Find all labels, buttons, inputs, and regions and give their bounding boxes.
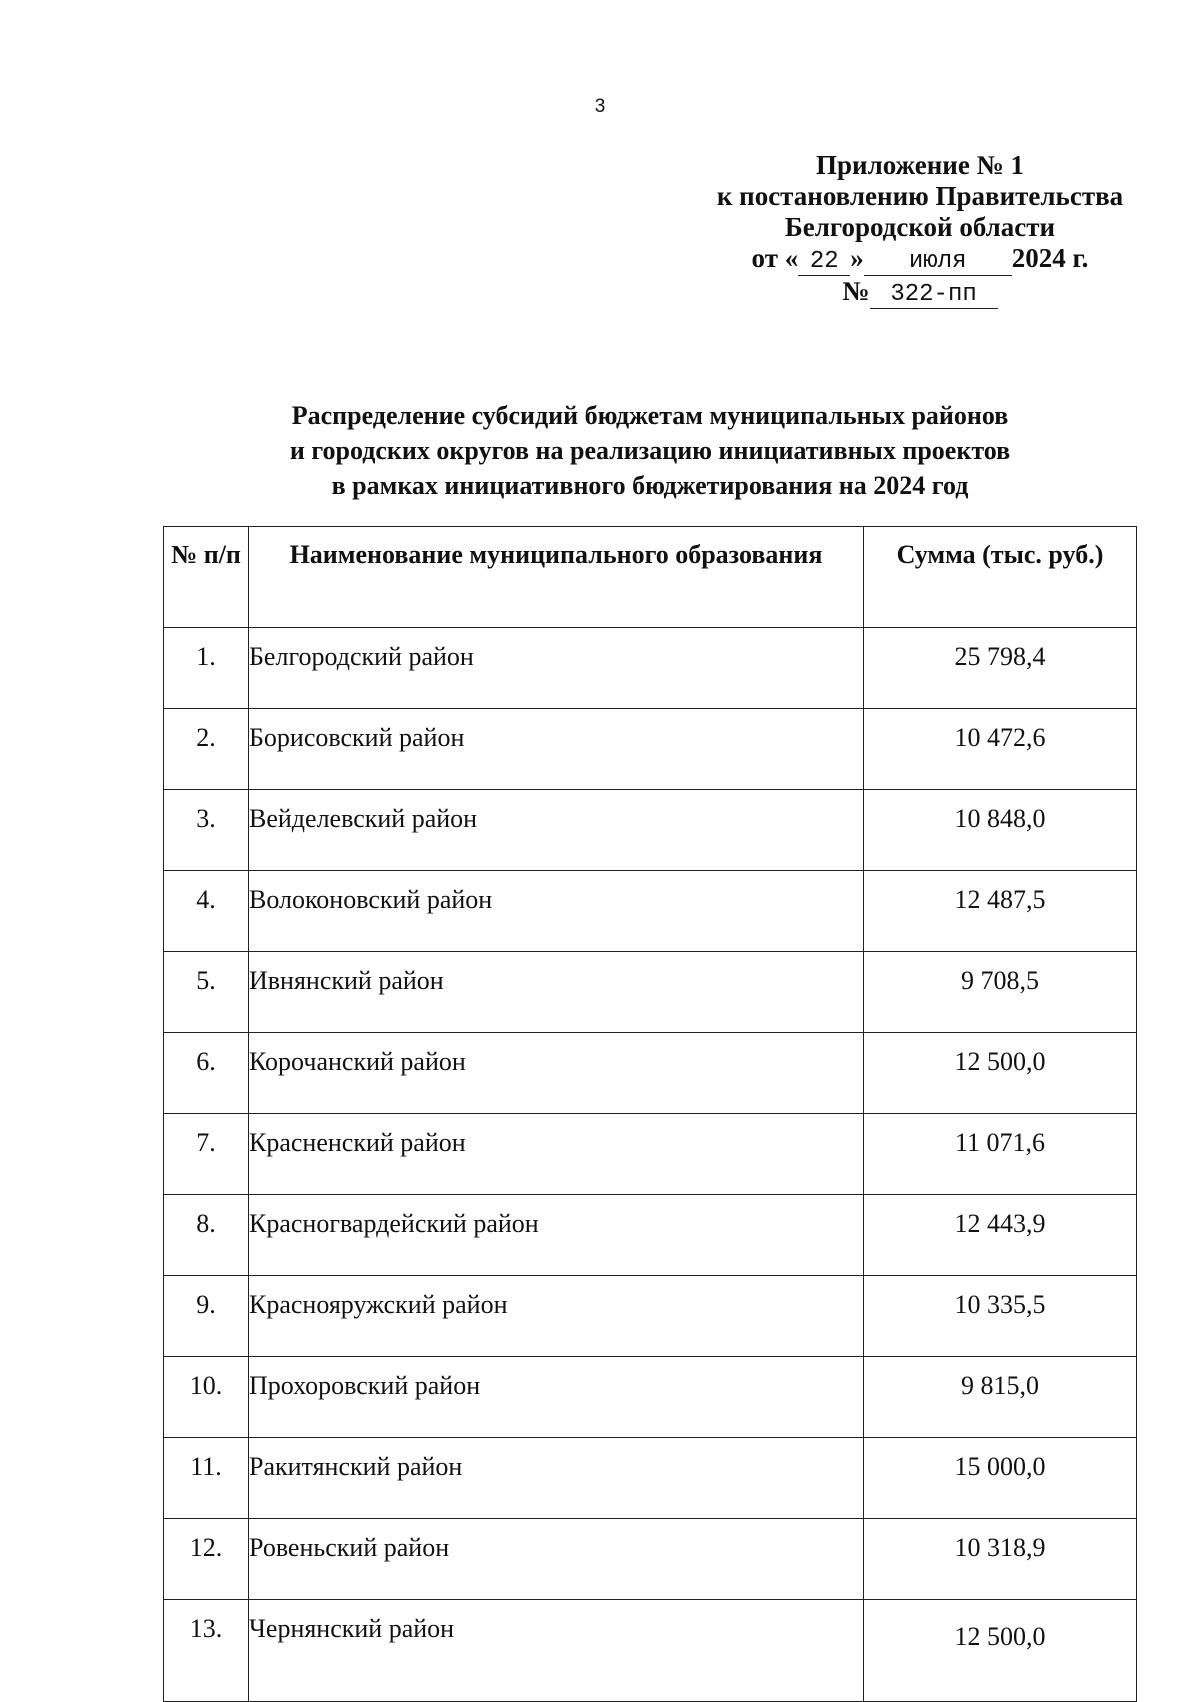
header-sum: Сумма (тыс. руб.) [864, 527, 1137, 628]
appendix-resolution-line: к постановлению Правительства [716, 181, 1124, 211]
table-row [164, 1033, 1137, 1114]
table-header-row [164, 527, 1137, 628]
date-day-field: 22 [798, 249, 850, 276]
appendix-number-line [680, 276, 1160, 309]
row-sum: 12 500,0 [864, 1033, 1137, 1114]
date-year: 2024 г. [1011, 243, 1089, 273]
subsidies-table [163, 526, 1137, 1702]
row-municipality: Ивнянский район [249, 952, 864, 1033]
row-sum: 11 071,6 [864, 1114, 1137, 1195]
appendix-region-line: Белгородской области [784, 212, 1056, 242]
row-sum: 25 798,4 [864, 628, 1137, 709]
document-number-field: 322-пп [870, 282, 998, 309]
table-row [164, 709, 1137, 790]
table-body [164, 628, 1137, 1702]
table-row [164, 790, 1137, 871]
row-sum: 12 443,9 [864, 1195, 1137, 1276]
row-sum: 9 708,5 [864, 952, 1137, 1033]
date-mid: » [850, 243, 864, 273]
row-number: 12. [164, 1519, 249, 1600]
document-title-line-2: и городских округов на реализацию инициативных проектов [289, 436, 1011, 465]
row-municipality: Борисовский район [249, 709, 864, 790]
row-municipality: Белгородский район [249, 628, 864, 709]
row-sum: 10 472,6 [864, 709, 1137, 790]
row-municipality: Волоконовский район [249, 871, 864, 952]
row-sum: 10 848,0 [864, 790, 1137, 871]
appendix-title: Приложение № 1 [816, 150, 1024, 180]
header-municipality: Наименование муниципального образования [249, 527, 864, 628]
table-row [164, 952, 1137, 1033]
row-sum: 9 815,0 [864, 1357, 1137, 1438]
number-prefix: № [842, 276, 870, 306]
appendix-header [680, 150, 1160, 309]
row-number: 3. [164, 790, 249, 871]
table-row [164, 1114, 1137, 1195]
table-row [164, 1600, 1137, 1702]
table-row [164, 628, 1137, 709]
header-number: № п/п [164, 527, 249, 628]
date-prefix: от « [751, 243, 799, 273]
appendix-date-line [680, 243, 1160, 276]
table-row [164, 1357, 1137, 1438]
row-municipality: Ровеньский район [249, 1519, 864, 1600]
row-number: 6. [164, 1033, 249, 1114]
row-number: 7. [164, 1114, 249, 1195]
row-number: 10. [164, 1357, 249, 1438]
row-number: 2. [164, 709, 249, 790]
row-sum: 12 487,5 [864, 871, 1137, 952]
row-municipality: Вейделевский район [249, 790, 864, 871]
row-municipality: Краснояружский район [249, 1276, 864, 1357]
row-municipality: Чернянский район [249, 1600, 864, 1702]
document-title-line-1: Распределение субсидий бюджетам муниципальных районов [291, 401, 1009, 430]
row-municipality: Красногвардейский район [249, 1195, 864, 1276]
row-sum: 15 000,0 [864, 1438, 1137, 1519]
table-row [164, 1276, 1137, 1357]
row-number: 8. [164, 1195, 249, 1276]
row-number: 11. [164, 1438, 249, 1519]
row-sum: 12 500,0 [864, 1600, 1137, 1702]
table-row [164, 871, 1137, 952]
table-row [164, 1519, 1137, 1600]
row-number: 5. [164, 952, 249, 1033]
document-title-line-3: в рамках инициативного бюджетирования на 2024 год [331, 471, 969, 500]
table-row [164, 1195, 1137, 1276]
date-month-field: июля [864, 249, 1012, 276]
row-municipality: Красненский район [249, 1114, 864, 1195]
row-municipality: Прохоровский район [249, 1357, 864, 1438]
document-title [150, 398, 1150, 503]
row-number: 9. [164, 1276, 249, 1357]
table-row [164, 1438, 1137, 1519]
row-municipality: Ракитянский район [249, 1438, 864, 1519]
row-number: 13. [164, 1600, 249, 1702]
row-number: 1. [164, 628, 249, 709]
row-sum: 10 335,5 [864, 1276, 1137, 1357]
row-number: 4. [164, 871, 249, 952]
row-municipality: Корочанский район [249, 1033, 864, 1114]
row-sum: 10 318,9 [864, 1519, 1137, 1600]
page-number: 3 [594, 96, 606, 117]
